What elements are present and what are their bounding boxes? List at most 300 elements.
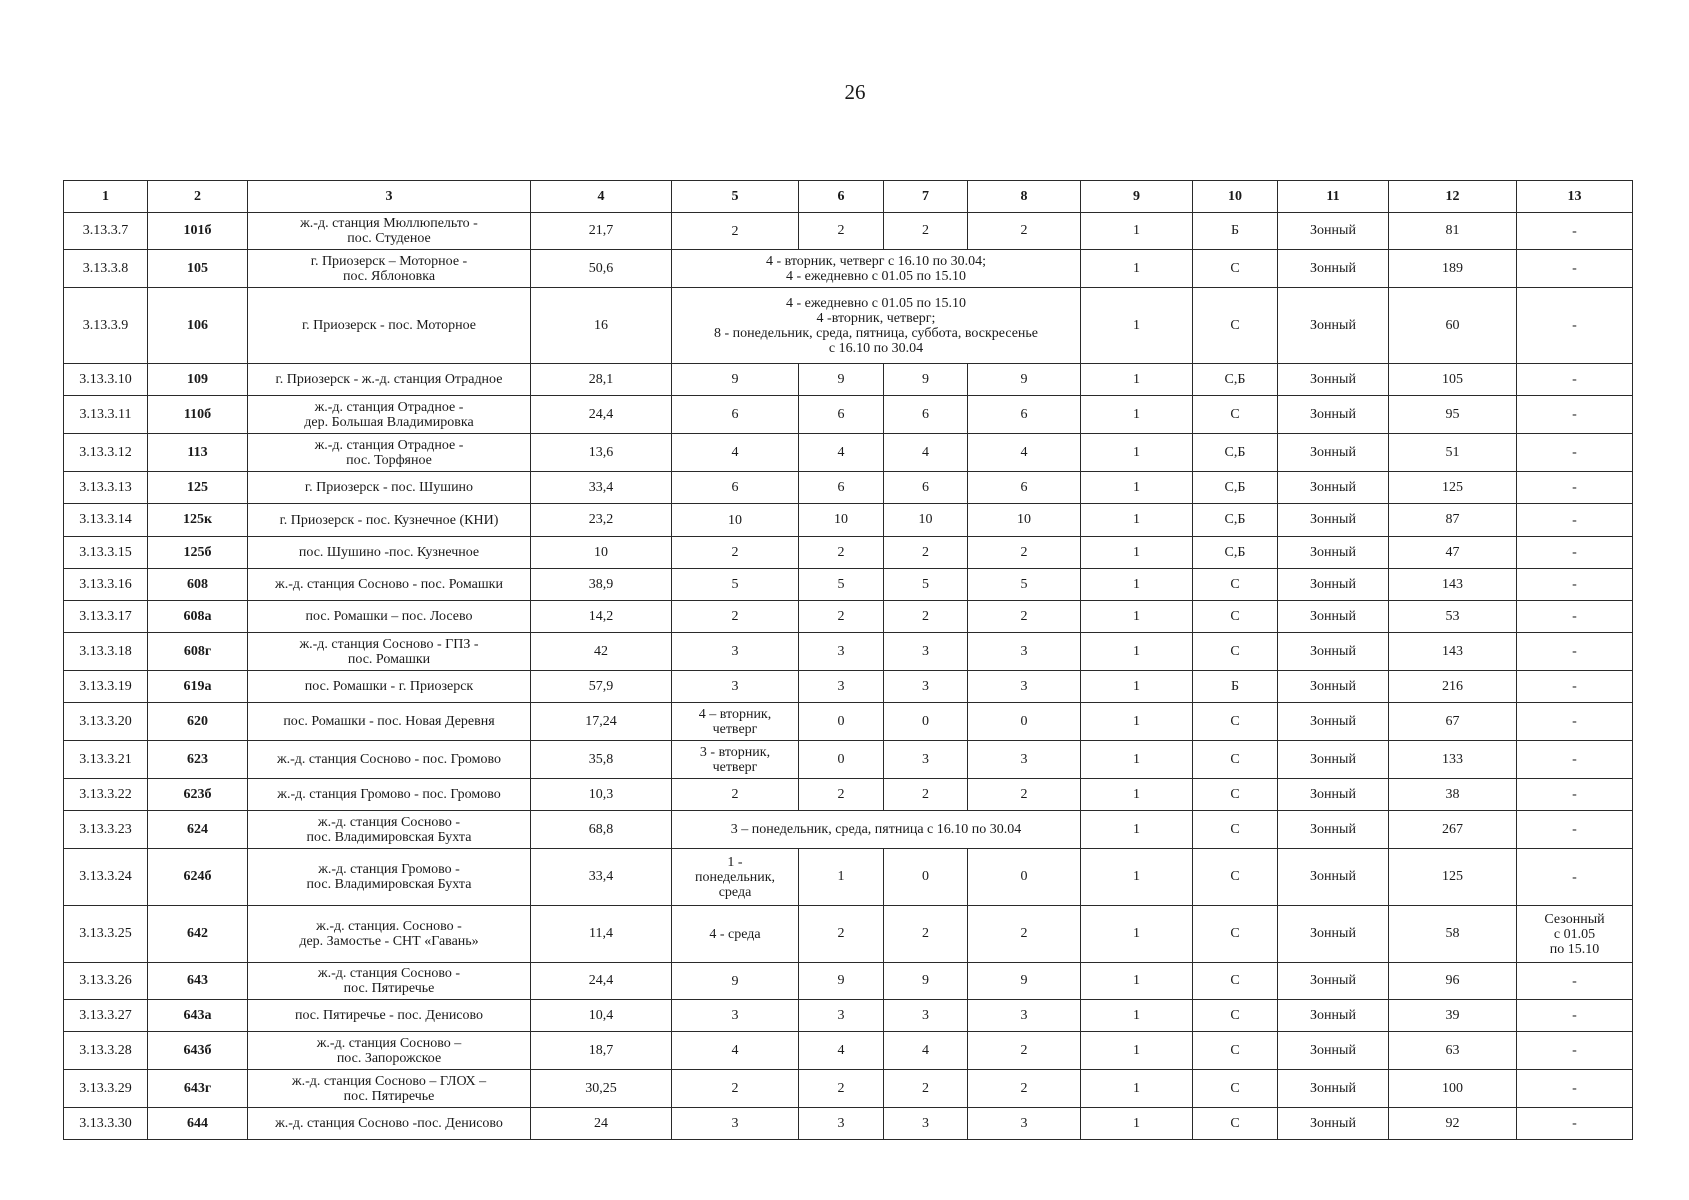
route-id-cell: 3.13.3.15 <box>64 537 148 569</box>
distance-cell: 24 <box>531 1108 672 1140</box>
col6-cell: 10 <box>799 504 884 537</box>
col7-cell: 3 <box>884 633 968 671</box>
tariff-type-cell: Зонный <box>1278 671 1389 703</box>
tariff-type-cell: Зонный <box>1278 849 1389 906</box>
tariff-type-cell: Зонный <box>1278 364 1389 396</box>
distance-cell: 68,8 <box>531 811 672 849</box>
column-header-2: 2 <box>148 181 248 213</box>
col9-cell: 1 <box>1081 671 1193 703</box>
tariff-type-cell: Зонный <box>1278 396 1389 434</box>
col13-cell-line: - <box>1572 752 1577 767</box>
col8-cell: 3 <box>968 633 1081 671</box>
col9-cell: 1 <box>1081 1108 1193 1140</box>
col9-cell: 1 <box>1081 741 1193 779</box>
route-number-cell: 623б <box>148 779 248 811</box>
col12-cell: 92 <box>1389 1108 1517 1140</box>
table-row <box>64 1108 1633 1140</box>
route-id-cell: 3.13.3.21 <box>64 741 148 779</box>
col13-cell-line: по 15.10 <box>1549 941 1600 957</box>
col12-cell: 143 <box>1389 633 1517 671</box>
col13-cell <box>1517 1108 1633 1140</box>
col12-cell: 60 <box>1389 288 1517 364</box>
col5-cell: 3 <box>672 1108 799 1140</box>
col9-cell: 1 <box>1081 1032 1193 1070</box>
col7-cell: 3 <box>884 1108 968 1140</box>
tariff-type-cell: Зонный <box>1278 1000 1389 1032</box>
col5-cell: 4 - среда <box>672 906 799 963</box>
col5-cell: 9 <box>672 364 799 396</box>
col13-cell-line: - <box>1572 1043 1577 1058</box>
table-row <box>64 963 1633 1000</box>
route-name-cell <box>248 213 531 250</box>
col13-cell <box>1517 1000 1633 1032</box>
route-name-cell-line: пос. Запорожское <box>336 1050 442 1066</box>
col13-cell <box>1517 741 1633 779</box>
col5-cell: 2 <box>672 537 799 569</box>
distance-cell: 16 <box>531 288 672 364</box>
schedule-merged-cell-line: 4 - ежедневно с 01.05 по 15.10 <box>785 268 967 284</box>
col10-cell: С <box>1193 741 1278 779</box>
schedule-merged-cell <box>672 811 1081 849</box>
col6-cell: 6 <box>799 396 884 434</box>
bus-route-table <box>63 180 1633 1140</box>
col10-cell: С <box>1193 963 1278 1000</box>
table-row <box>64 504 1633 537</box>
table-row <box>64 703 1633 741</box>
col8-cell: 6 <box>968 396 1081 434</box>
col5-cell-line: среда <box>718 884 752 900</box>
col5-cell-line: 1 - <box>727 854 743 870</box>
col9-cell: 1 <box>1081 434 1193 472</box>
tariff-type-cell: Зонный <box>1278 811 1389 849</box>
col10-cell: Б <box>1193 213 1278 250</box>
col5-cell: 2 <box>672 213 799 250</box>
col13-cell-line: - <box>1572 372 1577 387</box>
col10-cell: С <box>1193 703 1278 741</box>
route-number-cell: 125к <box>148 504 248 537</box>
tariff-type-cell: Зонный <box>1278 434 1389 472</box>
route-id-cell: 3.13.3.26 <box>64 963 148 1000</box>
col10-cell: С <box>1193 1032 1278 1070</box>
route-name-cell <box>248 569 531 601</box>
col13-cell <box>1517 849 1633 906</box>
col8-cell: 3 <box>968 671 1081 703</box>
col6-cell: 3 <box>799 671 884 703</box>
col9-cell: 1 <box>1081 288 1193 364</box>
tariff-type-cell: Зонный <box>1278 601 1389 633</box>
col9-cell: 1 <box>1081 601 1193 633</box>
tariff-type-cell: Зонный <box>1278 250 1389 288</box>
col13-cell-line: - <box>1572 973 1577 989</box>
distance-cell: 10,3 <box>531 779 672 811</box>
col6-cell: 9 <box>799 364 884 396</box>
route-name-cell <box>248 849 531 906</box>
tariff-type-cell: Зонный <box>1278 537 1389 569</box>
col12-cell: 189 <box>1389 250 1517 288</box>
route-number-cell: 644 <box>148 1108 248 1140</box>
route-name-cell-line: дер. Замостье - СНТ «Гавань» <box>299 934 479 949</box>
col8-cell: 0 <box>968 849 1081 906</box>
distance-cell: 30,25 <box>531 1070 672 1108</box>
table-row <box>64 601 1633 633</box>
col6-cell: 3 <box>799 633 884 671</box>
column-header-9: 9 <box>1081 181 1193 213</box>
col13-cell <box>1517 633 1633 671</box>
col10-cell: С,Б <box>1193 472 1278 504</box>
table-row <box>64 396 1633 434</box>
tariff-type-cell: Зонный <box>1278 288 1389 364</box>
table-body <box>64 213 1633 1140</box>
tariff-type-cell: Зонный <box>1278 906 1389 963</box>
table-row <box>64 569 1633 601</box>
col6-cell: 4 <box>799 434 884 472</box>
col12-cell: 125 <box>1389 849 1517 906</box>
route-name-cell <box>248 364 531 396</box>
distance-cell: 57,9 <box>531 671 672 703</box>
route-id-cell: 3.13.3.28 <box>64 1032 148 1070</box>
col10-cell: С,Б <box>1193 504 1278 537</box>
col6-cell: 4 <box>799 1032 884 1070</box>
tariff-type-cell: Зонный <box>1278 741 1389 779</box>
col5-cell: 2 <box>672 601 799 633</box>
col6-cell: 2 <box>799 537 884 569</box>
distance-cell: 38,9 <box>531 569 672 601</box>
col5-cell: 6 <box>672 396 799 434</box>
col7-cell: 0 <box>884 703 968 741</box>
col9-cell: 1 <box>1081 537 1193 569</box>
route-number-cell: 106 <box>148 288 248 364</box>
col6-cell: 2 <box>799 779 884 811</box>
route-name-cell <box>248 671 531 703</box>
col5-cell: 2 <box>672 779 799 811</box>
route-name-cell-line: пос. Ромашки - пос. Новая Деревня <box>283 714 495 729</box>
col13-cell-line: - <box>1572 445 1577 460</box>
col13-cell-line: - <box>1572 787 1577 802</box>
col13-cell <box>1517 250 1633 288</box>
col13-cell-line: с 01.05 <box>1553 926 1596 942</box>
col13-cell-line: Сезонный <box>1544 911 1605 927</box>
col7-cell: 2 <box>884 537 968 569</box>
route-number-cell: 642 <box>148 906 248 963</box>
route-number-cell: 643б <box>148 1032 248 1070</box>
table-row <box>64 1032 1633 1070</box>
route-name-cell <box>248 779 531 811</box>
table-row <box>64 1000 1633 1032</box>
col7-cell: 3 <box>884 1000 968 1032</box>
route-id-cell: 3.13.3.9 <box>64 288 148 364</box>
col12-cell: 81 <box>1389 213 1517 250</box>
route-name-cell <box>248 1032 531 1070</box>
tariff-type-cell: Зонный <box>1278 569 1389 601</box>
col13-cell <box>1517 1032 1633 1070</box>
col6-cell: 5 <box>799 569 884 601</box>
route-name-cell <box>248 504 531 537</box>
route-number-cell: 623 <box>148 741 248 779</box>
col12-cell: 53 <box>1389 601 1517 633</box>
route-name-cell-line: ж.-д. станция Сосново – ГЛОХ – <box>291 1073 487 1089</box>
distance-cell: 10 <box>531 537 672 569</box>
route-name-cell-line: г. Приозерск - пос. Моторное <box>302 318 476 333</box>
route-id-cell: 3.13.3.11 <box>64 396 148 434</box>
route-number-cell: 113 <box>148 434 248 472</box>
table-row <box>64 671 1633 703</box>
distance-cell: 13,6 <box>531 434 672 472</box>
col5-cell-line: четверг <box>712 759 758 775</box>
route-name-cell-line: пос. Шушино -пос. Кузнечное <box>298 545 480 560</box>
route-id-cell: 3.13.3.23 <box>64 811 148 849</box>
table-row <box>64 288 1633 364</box>
col6-cell: 3 <box>799 1000 884 1032</box>
route-number-cell: 125б <box>148 537 248 569</box>
route-id-cell: 3.13.3.14 <box>64 504 148 537</box>
col12-cell: 216 <box>1389 671 1517 703</box>
col13-cell <box>1517 213 1633 250</box>
col13-cell-line: - <box>1572 1008 1577 1023</box>
schedule-merged-cell <box>672 288 1081 364</box>
col13-cell-line: - <box>1572 480 1577 495</box>
col13-cell <box>1517 364 1633 396</box>
route-name-cell-line: пос. Студеное <box>347 231 431 246</box>
tariff-type-cell: Зонный <box>1278 633 1389 671</box>
tariff-type-cell: Зонный <box>1278 472 1389 504</box>
tariff-type-cell: Зонный <box>1278 1032 1389 1070</box>
route-name-cell <box>248 963 531 1000</box>
route-id-cell: 3.13.3.18 <box>64 633 148 671</box>
col13-cell-line: - <box>1572 1081 1577 1096</box>
col13-cell <box>1517 779 1633 811</box>
col12-cell: 87 <box>1389 504 1517 537</box>
route-name-cell <box>248 811 531 849</box>
route-number-cell: 643 <box>148 963 248 1000</box>
col8-cell: 9 <box>968 364 1081 396</box>
col12-cell: 39 <box>1389 1000 1517 1032</box>
col10-cell: С <box>1193 250 1278 288</box>
col12-cell: 95 <box>1389 396 1517 434</box>
col9-cell: 1 <box>1081 250 1193 288</box>
tariff-type-cell: Зонный <box>1278 779 1389 811</box>
col13-cell <box>1517 504 1633 537</box>
schedule-merged-cell-line: 4 - ежедневно с 01.05 по 15.10 <box>785 295 967 311</box>
column-header-4: 4 <box>531 181 672 213</box>
route-name-cell <box>248 703 531 741</box>
route-name-cell-line: ж.-д. станция. Сосново - <box>316 919 462 934</box>
route-name-cell-line: ж.-д. станция Сосново - ГПЗ - <box>299 636 479 652</box>
col12-cell: 105 <box>1389 364 1517 396</box>
col6-cell: 9 <box>799 963 884 1000</box>
distance-cell: 50,6 <box>531 250 672 288</box>
col5-cell-line: четверг <box>712 721 758 737</box>
col5-cell-line: 4 – вторник, <box>698 706 772 722</box>
col13-cell-line: - <box>1572 869 1577 885</box>
col10-cell: С,Б <box>1193 364 1278 396</box>
col12-cell: 51 <box>1389 434 1517 472</box>
col9-cell: 1 <box>1081 849 1193 906</box>
route-id-cell: 3.13.3.22 <box>64 779 148 811</box>
col5-cell: 9 <box>672 963 799 1000</box>
tariff-type-cell: Зонный <box>1278 963 1389 1000</box>
route-name-cell-line: пос. Торфяное <box>346 452 432 468</box>
route-name-cell <box>248 633 531 671</box>
col5-cell: 10 <box>672 504 799 537</box>
route-name-cell-line: пос. Ромашки - г. Приозерск <box>304 679 474 694</box>
col8-cell: 2 <box>968 213 1081 250</box>
col7-cell: 2 <box>884 601 968 633</box>
distance-cell: 33,4 <box>531 849 672 906</box>
route-id-cell: 3.13.3.7 <box>64 213 148 250</box>
route-name-cell-line: пос. Ромашки – пос. Лосево <box>305 609 473 624</box>
route-id-cell: 3.13.3.12 <box>64 434 148 472</box>
tariff-type-cell: Зонный <box>1278 703 1389 741</box>
col13-cell-line: - <box>1572 1116 1577 1131</box>
table-row <box>64 537 1633 569</box>
route-name-cell-line: пос. Пятиречье <box>343 1088 435 1104</box>
col7-cell: 4 <box>884 1032 968 1070</box>
col7-cell: 9 <box>884 963 968 1000</box>
col9-cell: 1 <box>1081 811 1193 849</box>
col13-cell <box>1517 396 1633 434</box>
route-number-cell: 110б <box>148 396 248 434</box>
col13-cell-line: - <box>1572 679 1577 694</box>
col10-cell: С <box>1193 1070 1278 1108</box>
route-name-cell <box>248 741 531 779</box>
column-header-12: 12 <box>1389 181 1517 213</box>
distance-cell: 24,4 <box>531 396 672 434</box>
route-id-cell: 3.13.3.25 <box>64 906 148 963</box>
distance-cell: 24,4 <box>531 963 672 1000</box>
col7-cell: 4 <box>884 434 968 472</box>
route-number-cell: 643г <box>148 1070 248 1108</box>
tariff-type-cell: Зонный <box>1278 213 1389 250</box>
col5-cell: 3 <box>672 633 799 671</box>
col7-cell: 5 <box>884 569 968 601</box>
col9-cell: 1 <box>1081 1070 1193 1108</box>
col7-cell: 6 <box>884 396 968 434</box>
col12-cell: 100 <box>1389 1070 1517 1108</box>
col7-cell: 3 <box>884 671 968 703</box>
table-row <box>64 741 1633 779</box>
route-name-cell-line: ж.-д. станция Громово - <box>318 862 460 877</box>
col10-cell: С <box>1193 779 1278 811</box>
route-id-cell: 3.13.3.8 <box>64 250 148 288</box>
col9-cell: 1 <box>1081 213 1193 250</box>
col5-cell: 3 <box>672 671 799 703</box>
route-name-cell <box>248 288 531 364</box>
column-header-6: 6 <box>799 181 884 213</box>
col5-cell: 4 <box>672 434 799 472</box>
column-header-3: 3 <box>248 181 531 213</box>
col10-cell: С <box>1193 1108 1278 1140</box>
col10-cell: С <box>1193 906 1278 963</box>
col9-cell: 1 <box>1081 472 1193 504</box>
col13-cell <box>1517 537 1633 569</box>
route-number-cell: 643а <box>148 1000 248 1032</box>
col10-cell: С <box>1193 633 1278 671</box>
col7-cell: 10 <box>884 504 968 537</box>
col6-cell: 0 <box>799 741 884 779</box>
col13-cell-line: - <box>1572 223 1577 239</box>
table-row <box>64 250 1633 288</box>
col5-cell: 4 <box>672 1032 799 1070</box>
route-name-cell-line: г. Приозерск - ж.-д. станция Отрадное <box>275 372 503 387</box>
column-header-1: 1 <box>64 181 148 213</box>
tariff-type-cell: Зонный <box>1278 504 1389 537</box>
column-header-7: 7 <box>884 181 968 213</box>
route-name-cell <box>248 434 531 472</box>
col10-cell: С <box>1193 288 1278 364</box>
col12-cell: 125 <box>1389 472 1517 504</box>
col13-cell-line: - <box>1572 822 1577 837</box>
col8-cell: 5 <box>968 569 1081 601</box>
col10-cell: С <box>1193 849 1278 906</box>
route-name-cell <box>248 396 531 434</box>
column-header-10: 10 <box>1193 181 1278 213</box>
col12-cell: 133 <box>1389 741 1517 779</box>
col13-cell <box>1517 963 1633 1000</box>
route-number-cell: 608г <box>148 633 248 671</box>
col8-cell: 4 <box>968 434 1081 472</box>
col13-cell <box>1517 703 1633 741</box>
col6-cell: 2 <box>799 213 884 250</box>
col13-cell <box>1517 1070 1633 1108</box>
route-name-cell-line: ж.-д. станция Сосново - <box>317 966 461 981</box>
col5-cell-line: понедельник, <box>694 869 775 885</box>
col5-cell: 3 <box>672 1000 799 1032</box>
route-id-cell: 3.13.3.20 <box>64 703 148 741</box>
col9-cell: 1 <box>1081 779 1193 811</box>
col13-cell-line: - <box>1572 261 1577 276</box>
col6-cell: 2 <box>799 906 884 963</box>
col13-cell-line: - <box>1572 512 1577 528</box>
col13-cell <box>1517 569 1633 601</box>
col13-cell-line: - <box>1572 714 1577 729</box>
header-row <box>64 181 1633 213</box>
col6-cell: 0 <box>799 703 884 741</box>
col9-cell: 1 <box>1081 963 1193 1000</box>
route-name-cell <box>248 1000 531 1032</box>
col8-cell: 3 <box>968 741 1081 779</box>
col13-cell <box>1517 601 1633 633</box>
col7-cell: 9 <box>884 364 968 396</box>
col13-cell <box>1517 472 1633 504</box>
col12-cell: 47 <box>1389 537 1517 569</box>
col10-cell: Б <box>1193 671 1278 703</box>
route-id-cell: 3.13.3.13 <box>64 472 148 504</box>
col9-cell: 1 <box>1081 364 1193 396</box>
route-id-cell: 3.13.3.19 <box>64 671 148 703</box>
route-name-cell-line: ж.-д. станция Отрадное - <box>314 399 464 415</box>
route-id-cell: 3.13.3.17 <box>64 601 148 633</box>
col8-cell: 0 <box>968 703 1081 741</box>
col8-cell: 10 <box>968 504 1081 537</box>
col10-cell: С <box>1193 569 1278 601</box>
schedule-merged-cell-line: 3 – понедельник, среда, пятница с 16.10 по 30.04 <box>730 822 1022 837</box>
route-name-cell <box>248 472 531 504</box>
col12-cell: 96 <box>1389 963 1517 1000</box>
distance-cell: 23,2 <box>531 504 672 537</box>
col8-cell: 3 <box>968 1000 1081 1032</box>
table-row <box>64 364 1633 396</box>
col5-cell-line: 3 - вторник, <box>699 744 771 760</box>
col13-cell-line: - <box>1572 577 1577 592</box>
table-row <box>64 1070 1633 1108</box>
schedule-merged-cell-line: 4 -вторник, четверг; <box>816 310 936 326</box>
tariff-type-cell: Зонный <box>1278 1070 1389 1108</box>
table-row <box>64 906 1633 963</box>
route-name-cell-line: пос. Владимировская Бухта <box>306 877 472 892</box>
route-name-cell-line: ж.-д. станция Громово - пос. Громово <box>277 787 501 802</box>
route-name-cell <box>248 250 531 288</box>
route-number-cell: 608а <box>148 601 248 633</box>
